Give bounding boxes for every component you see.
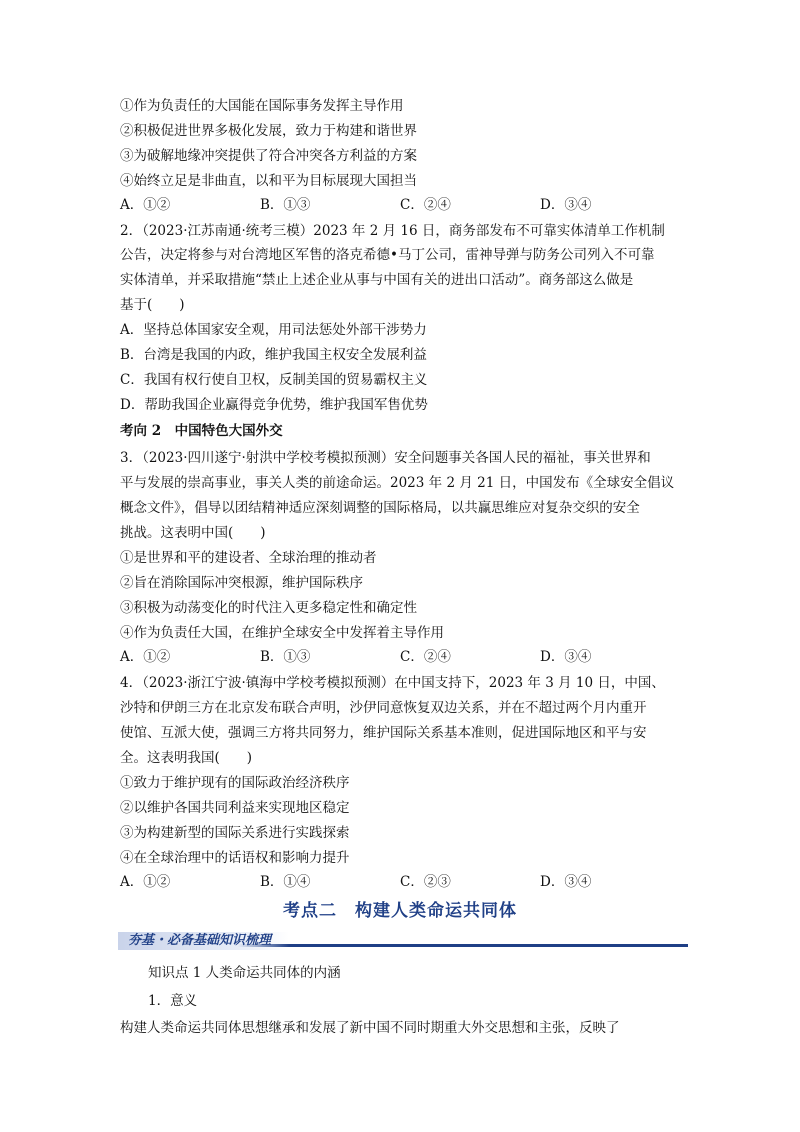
q3-item-2: ②旨在消除国际冲突根源，维护国际秩序 [120,575,363,591]
banner-label [118,932,289,950]
q3-stem-line-2: 平与发展的崇高事业，事关人类的前途命运。2023 年 2 月 21 日，中国发布《全球安全倡议 [120,475,675,491]
q1-options [120,196,680,214]
q2-stem-line-2: 公告，决定将参与对台湾地区军售的洛克希德•马丁公司，雷神导弹与防务公司列入不可靠 [120,247,655,263]
q4-option-c: C．②③ [400,874,451,890]
q1-item-3: ③为破解地缘冲突提供了符合冲突各方利益的方案 [120,148,417,164]
q3-options [120,648,680,666]
q1-option-d: D．③④ [540,197,592,213]
q1-option-a: A．①② [120,197,171,213]
q1-item-2: ②积极促进世界多极化发展，致力于构建和谐世界 [120,123,417,139]
banner-label-text: 夯基・必备基础知识梳理 [128,933,272,948]
body-text-line: 构建人类命运共同体思想继承和发展了新中国不同时期重大外交思想和主张，反映了 [120,1020,620,1036]
q3-stem-line-3: 概念文件》，倡导以团结精神适应深刻调整的国际格局，以共赢思维应对复杂交织的安全 [120,500,640,516]
q2-stem-line-4: 基于( ) [120,297,185,313]
q3-item-3: ③积极为动荡变化的时代注入更多稳定性和确定性 [120,600,417,616]
q4-option-d: D．③④ [540,874,592,890]
section-title: 考点二 构建人类命运共同体 [283,901,517,921]
q4-stem-line-1: 4．（2023·浙江宁波·镇海中学校考模拟预测）在中国支持下，2023 年 3 月 10 日，中国、 [120,675,665,691]
q4-stem-line-2: 沙特和伊朗三方在北京发布联合声明，沙伊同意恢复双边关系，并在不超过两个月内重开 [120,700,647,716]
direction-2-heading: 考向 2 中国特色大国外交 [120,423,283,439]
q3-option-a: A．①② [120,649,171,665]
q3-option-c: C．②④ [400,649,451,665]
q1-option-c: C．②④ [400,197,451,213]
q2-option-d: D．帮助我国企业赢得竞争优势，维护我国军售优势 [120,397,428,413]
sub-heading: 1．意义 [148,993,198,1009]
q2-stem-line-1: 2．（2023·江苏南通·统考三模）2023 年 2 月 16 日，商务部发布不可靠实体清单工作机制 [120,223,665,239]
q2-option-b: B．台湾是我国的内政，维护我国主权安全发展利益 [120,347,427,363]
q1-item-4: ④始终立足是非曲直，以和平为目标展现大国担当 [120,173,417,189]
q4-item-4: ④在全球治理中的话语权和影响力提升 [120,850,350,866]
q3-option-d: D．③④ [540,649,592,665]
q2-option-a: A．坚持总体国家安全观，用司法惩处外部干涉势力 [120,322,427,338]
q3-item-4: ④作为负责任大国，在维护全球安全中发挥着主导作用 [120,625,444,641]
q3-item-1: ①是世界和平的建设者、全球治理的推动者 [120,550,377,566]
q4-stem-line-4: 全。这表明我国( ) [120,750,253,766]
q4-item-1: ①致力于维护现有的国际政治经济秩序 [120,775,350,791]
q4-item-2: ②以维护各国共同利益来实现地区稳定 [120,800,350,816]
q1-option-b: B．①③ [260,197,311,213]
q4-option-b: B．①④ [260,874,311,890]
q1-item-1: ①作为负责任的大国能在国际事务发挥主导作用 [120,98,404,114]
q4-options [120,873,680,891]
knowledge-point-heading: 知识点 1 人类命运共同体的内涵 [148,965,341,981]
q3-option-b: B．①③ [260,649,311,665]
q4-stem-line-3: 使馆、互派大使，强调三方将共同努力，维护国际关系基本准则，促进国际地区和平与安 [120,725,647,741]
q4-option-a: A．①② [120,874,171,890]
q3-stem-line-1: 3．（2023·四川遂宁·射洪中学校考模拟预测）安全问题事关各国人民的福祉，事关世界和 [120,450,651,466]
q3-stem-line-4: 挑战。这表明中国( ) [120,525,266,541]
section-banner [118,930,688,952]
q4-item-3: ③为构建新型的国际关系进行实践探索 [120,825,350,841]
q2-stem-line-3: 实体清单，并采取措施“禁止上述企业从事与中国有关的进出口活动”。商务部这么做是 [120,272,634,288]
q2-option-c: C．我国有权行使自卫权，反制美国的贸易霸权主义 [120,372,428,388]
